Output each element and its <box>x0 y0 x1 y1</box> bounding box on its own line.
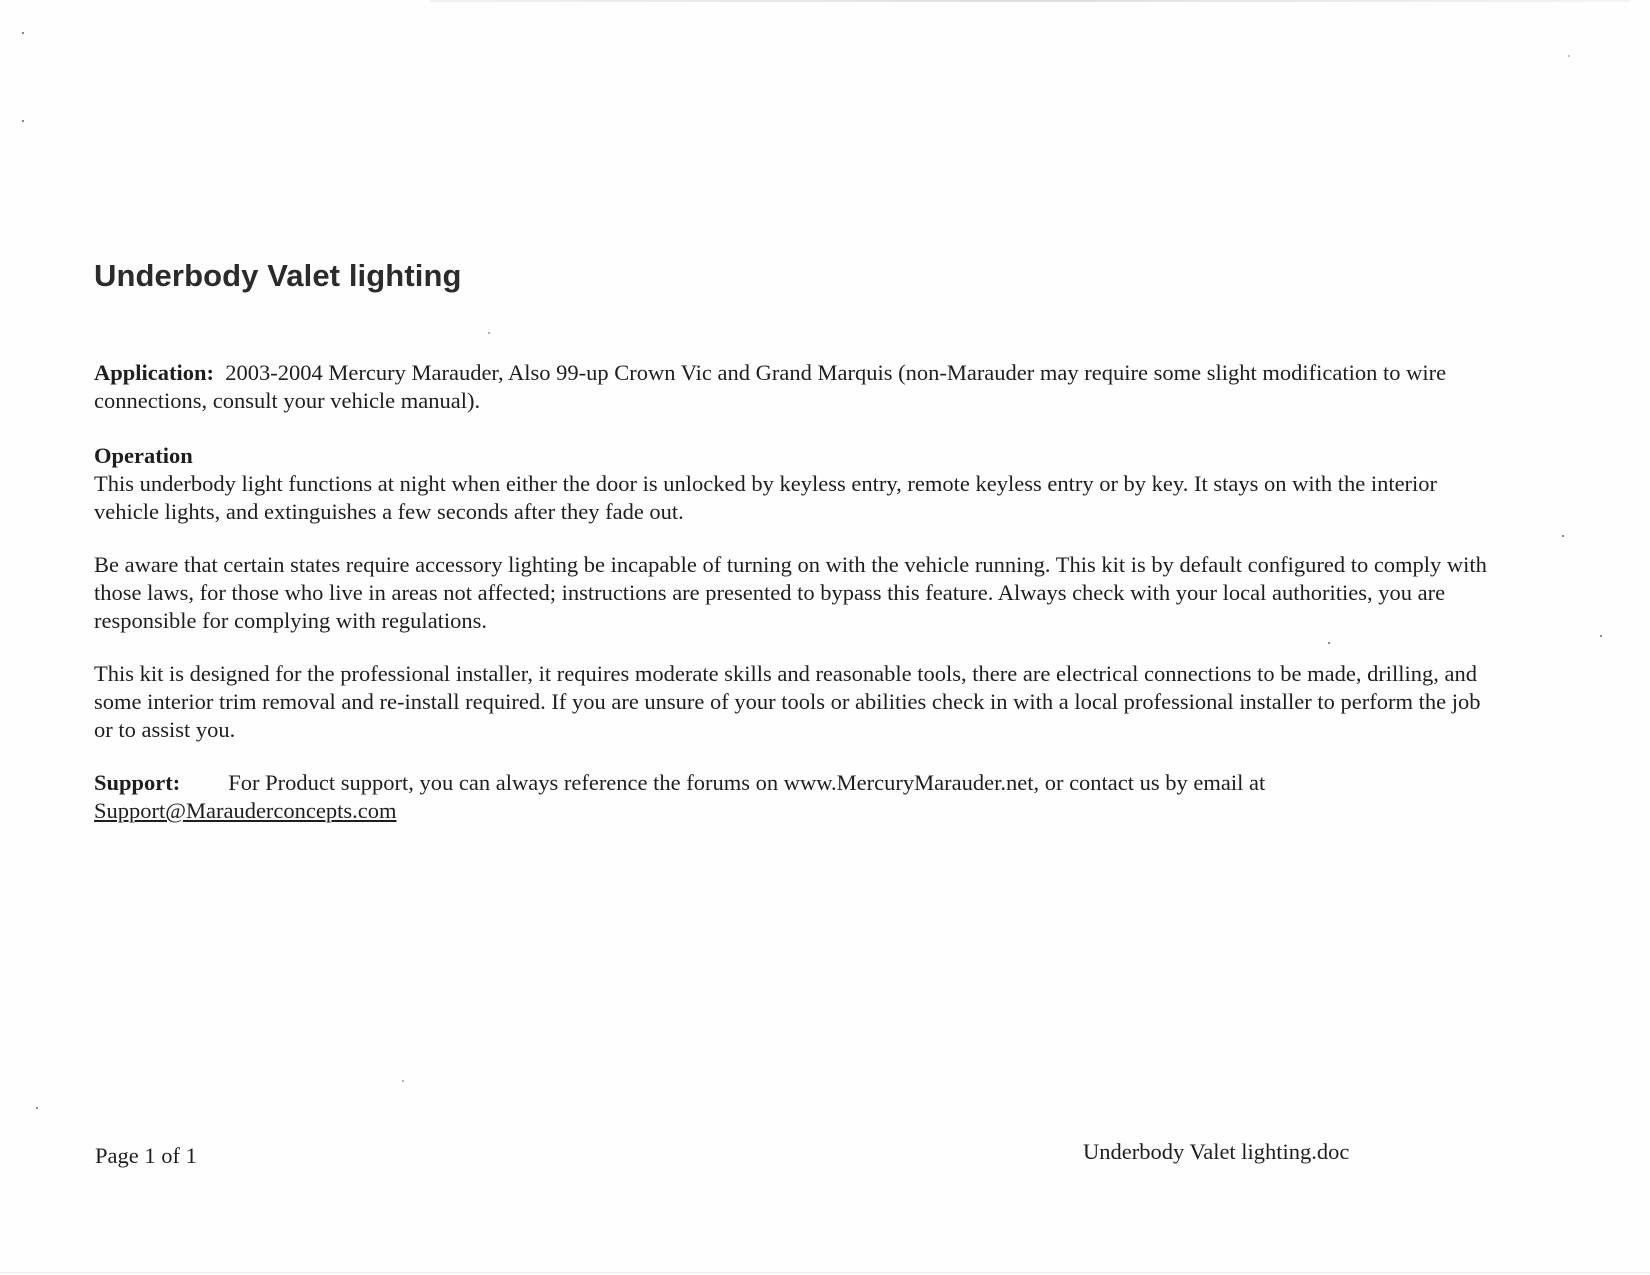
scan-speck <box>22 32 24 34</box>
scan-speck <box>1328 642 1330 644</box>
operation-text: This underbody light functions at night when either the door is unlocked by keyless entry, remote keyless entry or by key. It stays on with the interior vehicle lights, and extinguishes a few seconds after they fade out. <box>94 471 1438 524</box>
scan-speck <box>36 1107 38 1109</box>
scan-speck <box>1600 635 1602 637</box>
support-text: For Product support, you can always reference the forums on www.MercuryMarauder.net, or contact us by email at <box>228 770 1266 795</box>
support-email-link[interactable]: Support@Marauderconcepts.com <box>94 798 397 823</box>
scan-speck <box>402 1080 404 1082</box>
installer-paragraph <box>94 660 1504 744</box>
scan-speck <box>488 332 490 334</box>
application-text: 2003-2004 Mercury Marauder, Also 99-up Crown Vic and Grand Marquis (non-Marauder may require some slight modification to wire connections, consult your vehicle manual). <box>94 360 1447 413</box>
page-number: Page 1 of 1 <box>95 1143 197 1168</box>
laws-paragraph <box>94 551 1504 635</box>
scan-speck <box>22 120 24 122</box>
scan-speck <box>1568 55 1570 57</box>
scan-edge-bottom <box>0 1272 1650 1273</box>
document-title: Underbody Valet lighting <box>94 258 462 293</box>
paragraph-text: This kit is designed for the professional installer, it requires moderate skills and reasonable tools, there are electrical connections to be made, drilling, and some interior trim removal and re-install required. If you are unsure of your tools or abilities check in with a local professional installer to perform the job or to assist you. <box>94 661 1481 742</box>
support-section <box>94 769 1504 825</box>
scan-speck <box>1562 535 1564 537</box>
application-section <box>94 359 1504 415</box>
operation-section <box>94 442 1504 526</box>
file-name: Underbody Valet lighting.doc <box>1083 1139 1350 1164</box>
application-label: Application: <box>94 360 215 385</box>
scan-edge-top <box>430 0 1630 2</box>
paragraph-text: Be aware that certain states require accessory lighting be incapable of turning on with the vehicle running. This kit is by default configured to comply with those laws, for those who live in areas not affected; instructions are presented to bypass this feature. Always check with your local authorities, you are responsible for complying with regulations. <box>94 552 1487 633</box>
operation-heading: Operation <box>94 443 193 468</box>
support-label: Support: <box>94 770 181 795</box>
